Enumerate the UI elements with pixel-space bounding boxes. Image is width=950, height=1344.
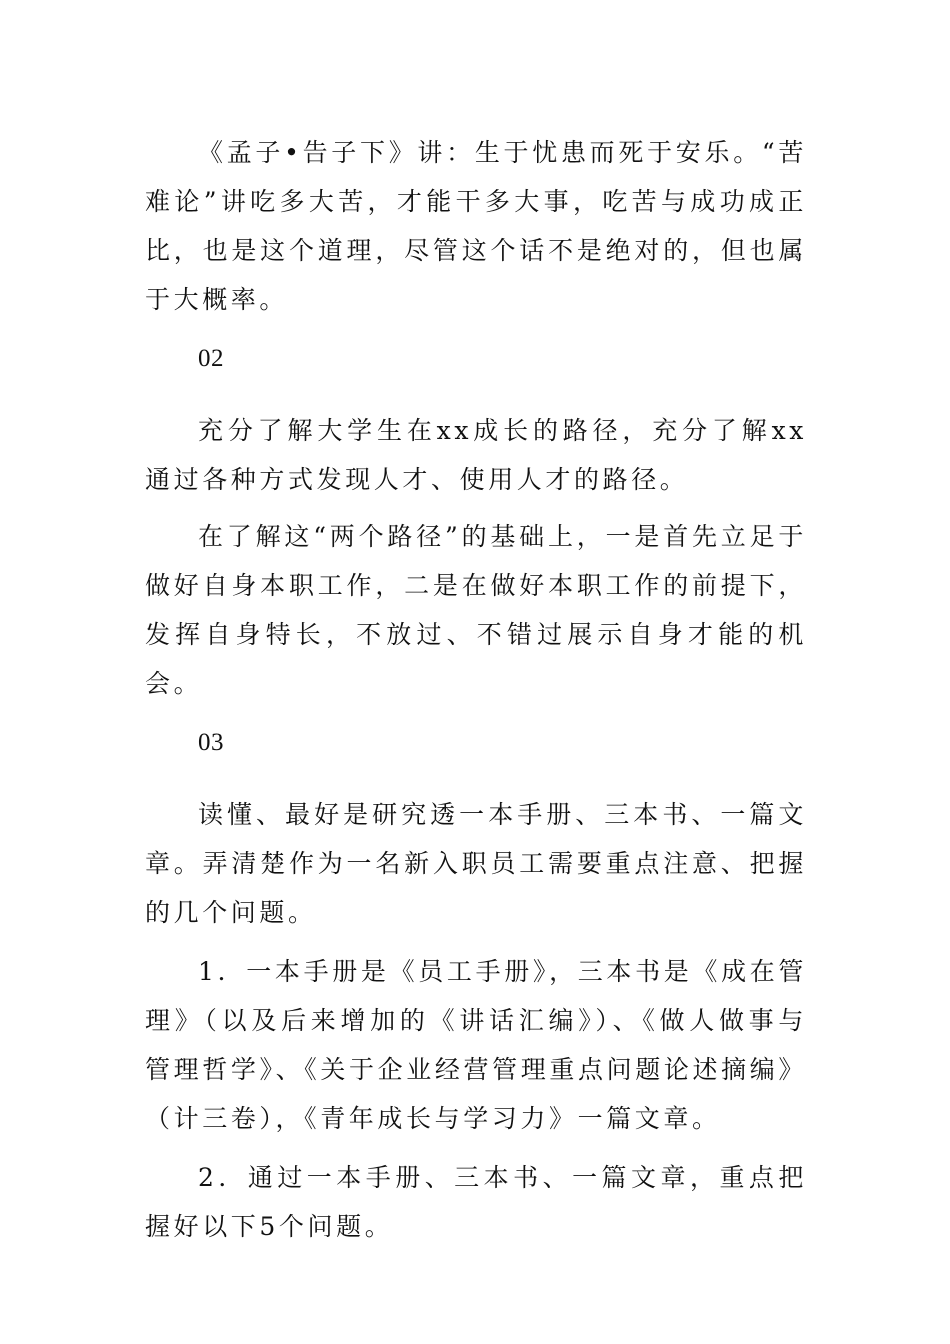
paragraph-two-paths: 在了解这“两个路径”的基础上，一是首先立足于做好自身本职工作，二是在做好本职工作的前提下，发挥自身特长，不放过、不错过展示自身才能的机会。 (145, 522, 807, 698)
paragraph-mencius-quote: 《孟子•告子下》讲：生于忧患而死于安乐。“苦难论”讲吃多大苦，才能干多大事，吃苦与成功成正比，也是这个道理，尽管这个话不是绝对的，但也属于大概率。 (145, 138, 807, 314)
document-body (145, 128, 807, 1251)
paragraph-read-books: 读懂、最好是研究透一本手册、三本书、一篇文章。弄清楚作为一名新入职员工需要重点注意、把握的几个问题。 (145, 800, 807, 927)
section-number-02: 02 (198, 345, 224, 372)
paragraph-list-item-1: 1．一本手册是《员工手册》，三本书是《成在管理》（以及后来增加的《讲话汇编》）、《做人做事与管理哲学》、《关于企业经营管理重点问题论述摘编》（计三卷），《青年成长与学习力》一篇文章。 (145, 957, 807, 1133)
paragraph-growth-path: 充分了解大学生在xx成长的路径，充分了解xx通过各种方式发现人才、使用人才的路径。 (145, 416, 807, 494)
paragraph-list-item-2: 2．通过一本手册、三本书、一篇文章，重点把握好以下5个问题。 (145, 1163, 807, 1241)
section-number-03: 03 (198, 729, 224, 756)
